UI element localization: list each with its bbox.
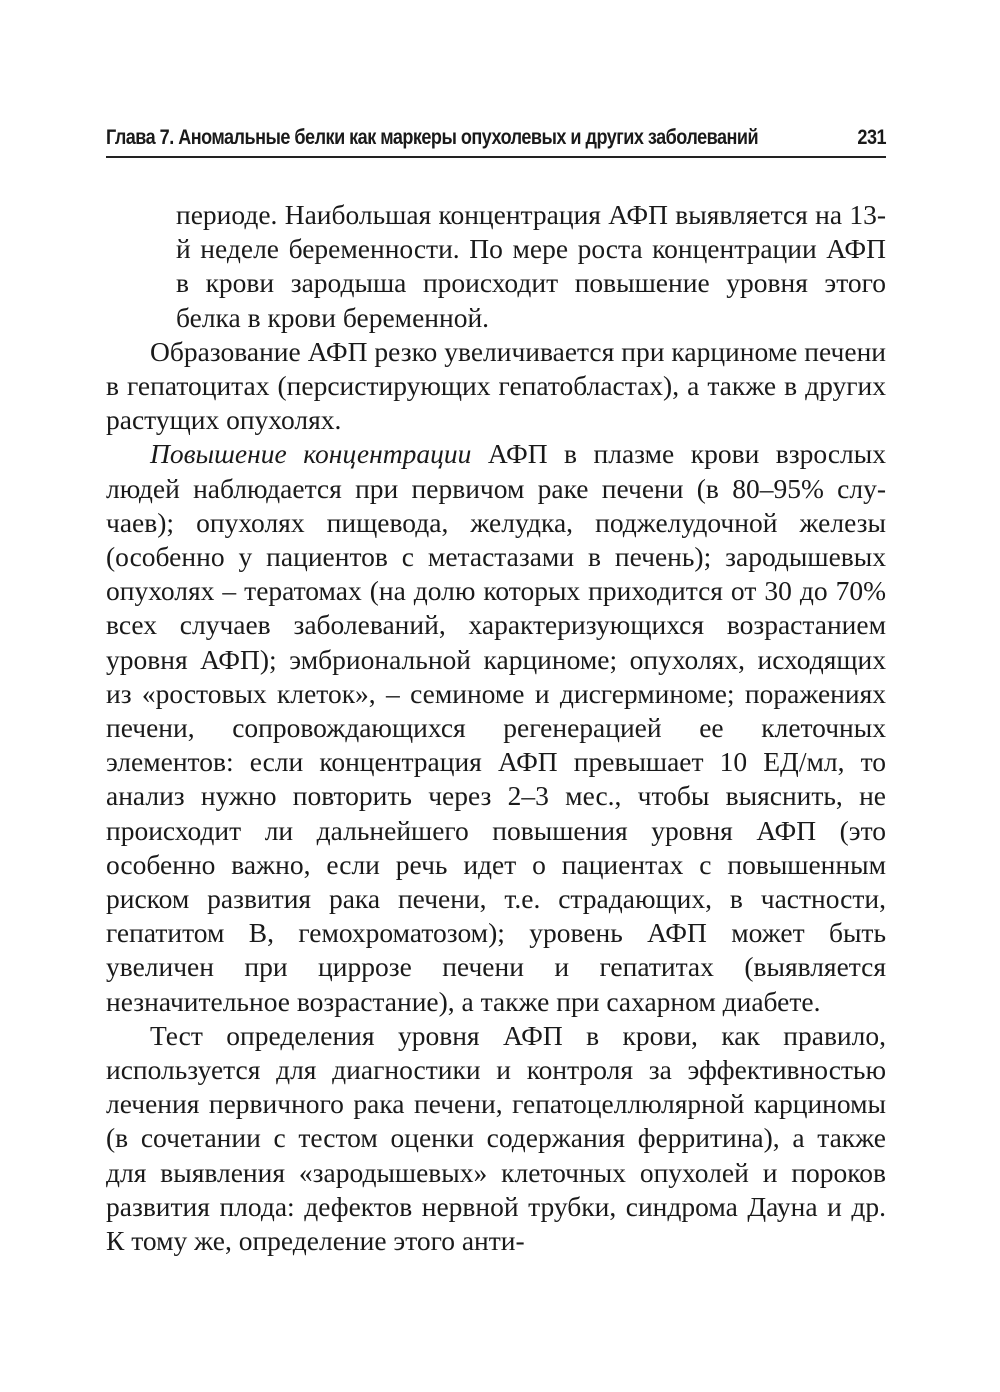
paragraph-afp-test: Тест определения уровня АФП в крови, как правило, используется для диагностики и контроля за эффективностью лечения первичного рака печени, гепатоцеллюлярной карциномы (в сочетании с тестом оценки содержания ферритина), а также для выявления «зародышевых» клеточных опухолей и пороков развития плода: дефектов нервной трубки, синдрома Дауна и др. К тому же, определение этого анти- <box>106 1019 886 1257</box>
paragraph-afp-formation: Образование АФП резко увеличивается при карциноме печени в гепатоцитах (персистирующих гепатобластах), а также в других растущих опухолях. <box>106 335 886 436</box>
paragraph-continuation: периоде. Наибольшая концентрация АФП выявляется на 13-й неделе беременности. По мере роста концентрации АФП в крови зародыша происходит повышение уровня этого белка в крови беременной. <box>176 199 886 333</box>
italic-term: Повышение концентрации <box>150 438 472 470</box>
running-header <box>106 110 886 150</box>
paragraph-afp-increase-text: АФП в плазме крови взрослых людей наблюдается при первичом раке печени (в 80–95% случаев); опухолях пищевода, желудка, поджелудочной железы (особенно у пациентов с метастазами в печень); зародышевых опухолях – тератомах (на долю которых приходится от 30 до 70% всех случаев заболеваний, характеризующихся возрастанием уровня АФП); эмбриональной карциноме; опухолях, исходящих из «ростовых клеток», – семиноме и дисгерминоме; поражениях печени, сопровождающихся регенерацией ее клеточных элементов: если концентрация АФП превышает 10 ЕД/мл, то анализ нужно повторить через 2–3 мес., чтобы выяснить, не происходит ли дальнейшего повышения уровня АФП (это особенно важно, если речь идет о пациентах с повышенным риском развития рака печени, т.е. страдающих, в частности, гепатитом В, гемохроматозом); уровень АФП может быть увеличен при циррозе печени и гепатитах (выявляется незначительное возрастание), а также при сахарном диабете. <box>106 438 886 1017</box>
header-divider <box>106 156 886 158</box>
body-text <box>106 198 886 1258</box>
chapter-title: Глава 7. Аномальные белки как маркеры опухолевых и других заболеваний <box>106 126 759 149</box>
page-number: 231 <box>857 126 887 149</box>
paragraph-afp-increase <box>106 437 886 1018</box>
